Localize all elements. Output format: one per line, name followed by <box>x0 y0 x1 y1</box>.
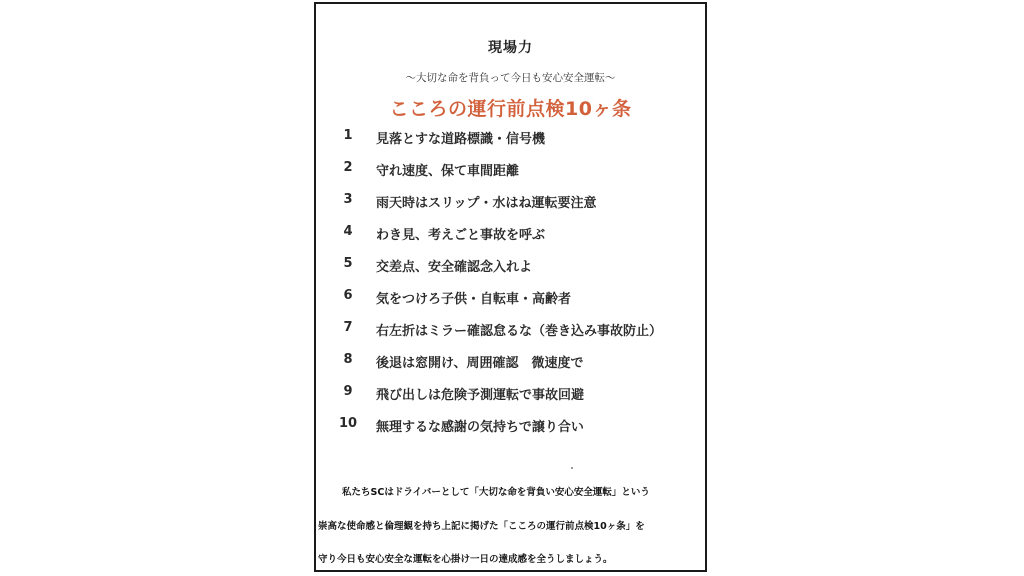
rule-item <box>316 320 705 344</box>
document-sheet <box>314 2 707 572</box>
speck-mark <box>571 467 573 469</box>
rule-text: 見落とすな道路標識・信号機 <box>376 132 546 147</box>
rule-number: 3 <box>343 192 353 207</box>
rule-text: 飛び出しは危険予測運転で事故回避 <box>376 388 585 403</box>
rule-number: 6 <box>343 288 353 303</box>
rule-number: 7 <box>343 320 353 335</box>
rule-number: 8 <box>343 352 353 367</box>
rule-item <box>316 160 705 184</box>
rule-text: 気をつけろ子供・自転車・高齢者 <box>376 292 572 307</box>
rule-item <box>316 416 705 440</box>
rule-text: 無理するな感謝の気持ちで譲り合い <box>376 420 584 435</box>
rule-number: 4 <box>343 224 353 239</box>
rule-number: 10 <box>338 416 358 431</box>
closing-line-2: 崇高な使命感と倫理観を持ち上記に掲げた「こころの運行前点検10ヶ条」を <box>318 521 645 532</box>
rule-number: 1 <box>343 128 353 143</box>
rule-text: 後退は窓開け、周囲確認 微速度で <box>376 356 584 371</box>
rule-item <box>316 224 705 248</box>
rule-text: 守れ速度、保て車間距離 <box>376 164 520 179</box>
rule-item <box>316 288 705 312</box>
document-title: 現場力 <box>488 40 533 56</box>
rule-number: 9 <box>343 384 353 399</box>
closing-line-1: 私たちSCはドライバーとして「大切な命を背負い安心安全運転」という <box>342 487 650 498</box>
rule-item <box>316 256 705 280</box>
rule-item <box>316 352 705 376</box>
rules-heading: こころの運行前点検10ヶ条 <box>389 98 632 120</box>
rule-number: 2 <box>343 160 353 175</box>
rule-text: わき見、考えごと事故を呼ぶ <box>376 228 546 243</box>
rule-text: 右左折はミラー確認怠るな（巻き込み事故防止） <box>376 324 663 339</box>
rule-text: 雨天時はスリップ・水はね運転要注意 <box>376 196 597 211</box>
document-subtitle: ～大切な命を背負って今日も安心安全運転～ <box>405 72 616 84</box>
rule-item <box>316 384 705 408</box>
rule-number: 5 <box>343 256 353 271</box>
rule-item <box>316 192 705 216</box>
rule-item <box>316 128 705 152</box>
rule-text: 交差点、安全確認念入れよ <box>376 260 533 275</box>
closing-line-3: 守り今日も安心安全な運転を心掛け一日の達成感を全うしましょう。 <box>318 554 613 565</box>
